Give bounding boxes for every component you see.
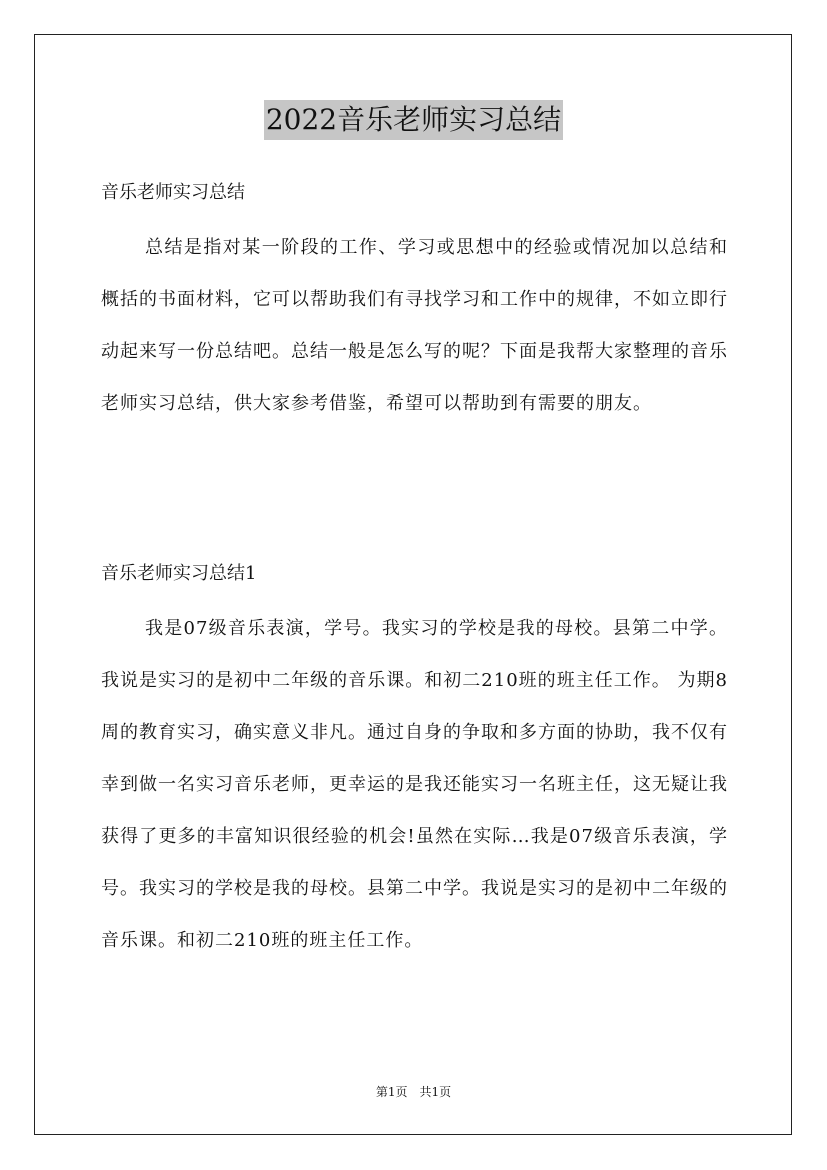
intro-paragraph: 总结是指对某一阶段的工作、学习或思想中的经验或情况加以总结和概括的书面材料，它可以帮助我们有寻找学习和工作中的规律，不如立即行动起来写一份总结吧。总结一般是怎么写的呢？下面是我帮大家整理的音乐老师实习总结，供大家参考借鉴，希望可以帮助到有需要的朋友。 bbox=[101, 237, 728, 414]
page-footer: 第1页 共1页 bbox=[375, 1085, 452, 1099]
document-title: 2022音乐老师实习总结 bbox=[264, 100, 563, 140]
title-container bbox=[0, 100, 827, 140]
section-paragraph-1: 我是07级音乐表演，学号。我实习的学校是我的母校。县第二中学。我说是实习的是初中二年级的音乐课。和初二210班的班主任工作。 为期8周的教育实习，确实意义非凡。通过自身的争取和多方面的协助，我不仅有幸到做一名实习音乐老师，更幸运的是我还能实习一名班主任，这无疑让我获得了更多的丰富知识很经验的机会!虽然在实际…我是07级音乐表演，学号。我实习的学校是我的母校。县第二中学。我说是实习的是初中二年级的音乐课。和初二210班的班主任工作。 bbox=[101, 618, 728, 951]
intro-heading: 音乐老师实习总结 bbox=[101, 182, 245, 203]
section-heading-1: 音乐老师实习总结1 bbox=[101, 563, 257, 584]
